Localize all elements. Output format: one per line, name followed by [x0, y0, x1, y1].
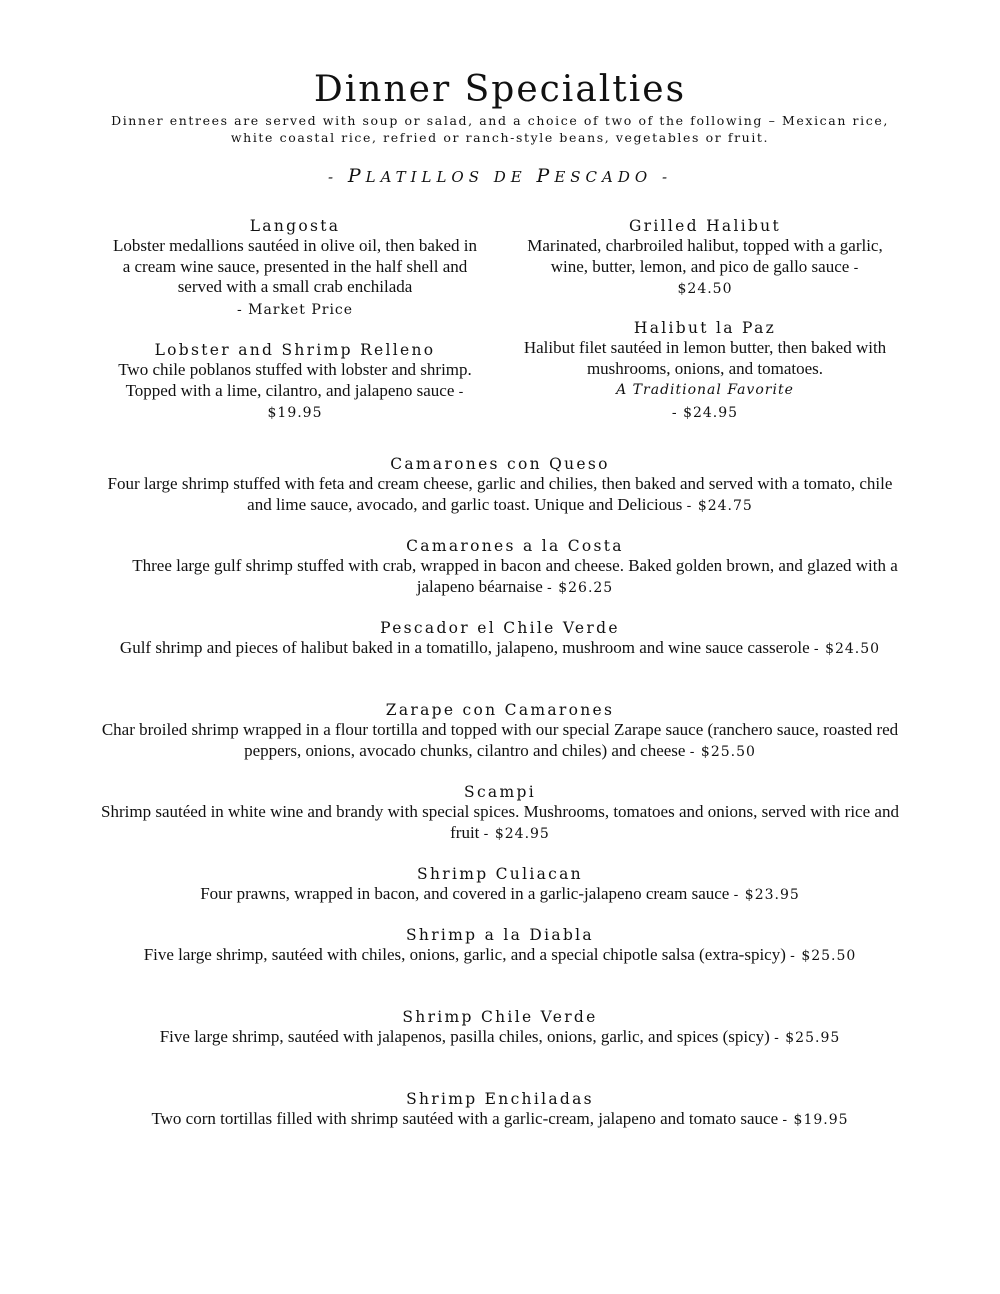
menu-item-zarape-con-camarones: [100, 700, 900, 762]
menu-item-langosta: [112, 216, 478, 321]
item-name: Shrimp Enchiladas: [406, 1090, 594, 1108]
item-price-line: [112, 298, 478, 321]
item-description-text: Five large shrimp, sautéed with jalapenos, pasilla chiles, onions, garlic, and spices (spicy): [159, 1027, 770, 1046]
item-description-text: Four prawns, wrapped in bacon, and covered in a garlic-jalapeno cream sauce: [200, 884, 730, 903]
item-description-text: Five large shrimp, sautéed with chiles, onions, garlic, and a special chipotle salsa (extra-spicy): [143, 945, 786, 964]
item-name: Lobster and Shrimp Relleno: [154, 341, 436, 359]
item-description: [112, 360, 478, 424]
item-name: Camarones a la Costa: [406, 537, 624, 555]
item-name: Shrimp a la Diabla: [406, 926, 594, 944]
item-name: Shrimp Culiacan: [417, 865, 583, 883]
item-price: - $25.95: [774, 1030, 841, 1046]
item-description-text: Three large gulf shrimp stuffed with crab, wrapped in bacon and cheese. Baked golden brown, and glazed with a jalapeno béarnaise: [132, 556, 898, 596]
item-description: Lobster medallions sautéed in olive oil, then baked in a cream wine sauce, presented in the half shell and served with a small crab enchilada: [113, 236, 477, 296]
item-price: - $24.50: [677, 259, 860, 297]
item-description: [100, 802, 900, 844]
item-price: - $24.95: [671, 405, 739, 421]
section-heading-cap-2: P: [536, 165, 555, 187]
menu-item-camarones-a-la-costa: [130, 536, 900, 598]
section-heading: [0, 164, 1000, 189]
item-description: [100, 1027, 900, 1049]
item-name: Zarape con Camarones: [385, 701, 615, 719]
item-description: [100, 638, 900, 660]
item-description-text: Gulf shrimp and pieces of halibut baked in a tomatillo, jalapeno, mushroom and wine sauce casserole: [119, 638, 810, 657]
item-name: Langosta: [249, 217, 341, 235]
item-price: - Market Price: [236, 301, 354, 318]
menu-item-halibut-la-paz: [522, 318, 888, 424]
item-description-text: Marinated, charbroiled halibut, topped with a garlic, wine, butter, lemon, and pico de gallo sauce: [527, 236, 883, 276]
item-name: Grilled Halibut: [629, 217, 781, 235]
item-name: Shrimp Chile Verde: [402, 1008, 598, 1026]
item-description-text: Two chile poblanos stuffed with lobster and shrimp. Topped with a lime, cilantro, and jalapeno sauce: [118, 360, 472, 400]
item-price: - $24.50: [813, 641, 881, 657]
section-heading-cap-1: P: [347, 165, 366, 187]
section-heading-part-1: LATILLOS DE: [365, 168, 537, 186]
menu-item-shrimp-enchiladas: [100, 1089, 900, 1131]
item-price: - $26.25: [547, 579, 614, 596]
item-description-text: Two corn tortillas filled with shrimp sautéed with a garlic-cream, jalapeno and tomato sauce: [151, 1109, 779, 1128]
menu-item-pescador-el-chile-verde: [100, 618, 900, 660]
menu-item-shrimp-a-la-diabla: [100, 925, 900, 967]
item-name: Pescador el Chile Verde: [380, 619, 620, 637]
item-description-text: Shrimp sautéed in white wine and brandy with special spices. Mushrooms, tomatoes and onions, served with rice and fruit: [101, 802, 899, 842]
section-heading-prefix: -: [327, 168, 348, 186]
section-heading-suffix: -: [652, 168, 673, 186]
item-price: - $25.50: [790, 948, 857, 964]
menu-item-camarones-con-queso: [100, 454, 900, 516]
item-name: Camarones con Queso: [390, 455, 610, 473]
item-description-text: Char broiled shrimp wrapped in a flour tortilla and topped with our special Zarape sauce (ranchero sauce, roasted red peppers, onions, avocado chunks, cilantro and chiles) and cheese: [101, 720, 899, 760]
item-description: [100, 884, 900, 906]
item-description: [130, 556, 900, 598]
intro-text: Dinner entrees are served with soup or salad, and a choice of two of the following – Mexican rice, white coastal rice, refried or ranch-style beans, vegetables or fruit.: [111, 113, 889, 145]
item-description: [100, 474, 900, 516]
item-price: - $25.50: [689, 743, 756, 760]
item-name: Halibut la Paz: [633, 319, 777, 337]
menu-item-shrimp-culiacan: [100, 864, 900, 906]
page-title: Dinner Specialties: [313, 69, 687, 110]
item-price: - $24.95: [483, 825, 550, 842]
item-description: Halibut filet sautéed in lemon butter, then baked with mushrooms, onions, and tomatoes.: [523, 338, 887, 378]
menu-item-grilled-halibut: [522, 216, 888, 300]
menu-item-shrimp-chile-verde: [100, 1007, 900, 1049]
item-note: A Traditional Favorite: [616, 382, 794, 398]
item-price: - $23.95: [733, 887, 800, 903]
item-description: [522, 236, 888, 300]
menu-item-scampi: [100, 782, 900, 844]
item-description-text: Four large shrimp stuffed with feta and cream cheese, garlic and chilies, then baked and served with a tomato, chile and lime sauce, avocado, and garlic toast. Unique and Delicious: [107, 474, 893, 514]
item-price: - $24.75: [686, 497, 753, 514]
item-name: Scampi: [464, 783, 536, 801]
item-description: [100, 945, 900, 967]
item-description: [100, 720, 900, 762]
item-price-line: [522, 401, 888, 424]
item-description: [100, 1109, 900, 1131]
menu-item-lobster-shrimp-relleno: [112, 340, 478, 424]
section-heading-part-2: ESCADO: [554, 168, 653, 186]
item-price: - $19.95: [267, 383, 465, 421]
item-price: - $19.95: [782, 1112, 849, 1128]
